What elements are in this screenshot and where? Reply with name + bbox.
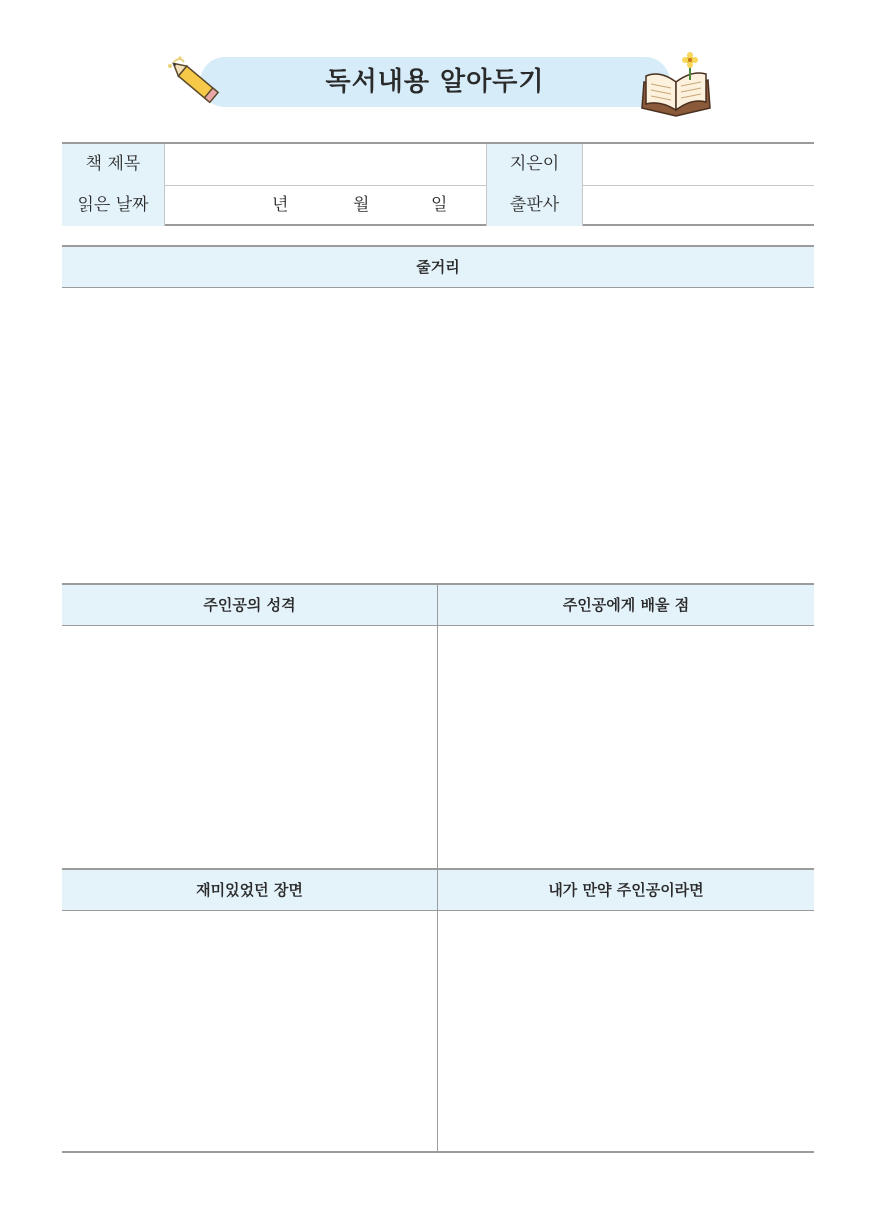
book-title-field[interactable]	[165, 144, 487, 185]
protagonist-personality-writing-area[interactable]	[62, 626, 437, 868]
date-month-unit: 월	[353, 195, 370, 215]
info-row-date-publisher	[62, 185, 814, 226]
protagonist-personality-header: 주인공의 성격	[62, 583, 437, 626]
date-day-unit: 일	[431, 195, 448, 215]
book-info-table	[62, 142, 814, 226]
publisher-field[interactable]	[583, 185, 814, 226]
if-i-were-writing-area[interactable]	[438, 911, 814, 1151]
plot-writing-area[interactable]	[62, 288, 814, 583]
fun-scene-header: 재미있었던 장면	[62, 868, 437, 911]
author-field[interactable]	[583, 144, 814, 185]
author-label: 지은이	[487, 144, 583, 185]
pencil-icon	[160, 52, 232, 114]
plot-section-header: 줄거리	[62, 245, 814, 288]
lessons-header: 주인공에게 배울 점	[438, 583, 814, 626]
lessons-writing-area[interactable]	[438, 626, 814, 868]
publisher-label: 출판사	[487, 185, 583, 226]
open-book-flower-icon	[638, 52, 714, 118]
read-date-label: 읽은 날짜	[62, 185, 165, 226]
date-year-unit: 년	[272, 195, 289, 215]
book-title-label: 책 제목	[62, 144, 165, 185]
read-date-field[interactable]	[165, 185, 487, 226]
info-row-title-author	[62, 144, 814, 186]
if-i-were-header: 내가 만약 주인공이라면	[438, 868, 814, 911]
page-title: 독서내용 알아두기	[325, 67, 545, 97]
fun-scene-writing-area[interactable]	[62, 911, 437, 1151]
